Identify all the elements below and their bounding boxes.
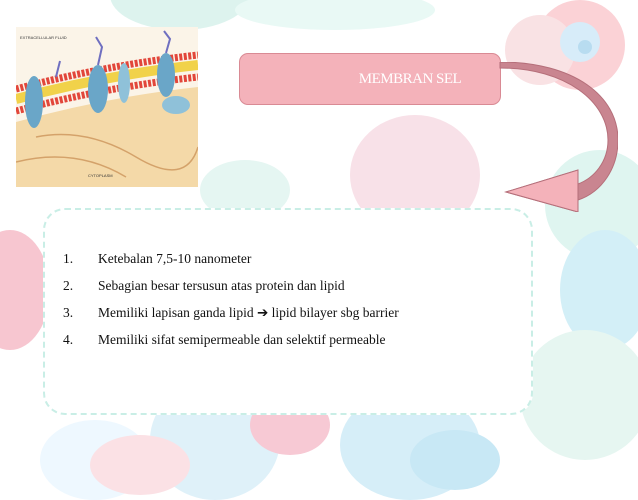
point-list	[63, 250, 399, 358]
cell-membrane-diagram	[16, 27, 198, 187]
item-number: 1.	[63, 251, 74, 266]
item-text: Ketebalan 7,5-10 nanometer	[98, 251, 252, 266]
list-item	[63, 331, 399, 358]
list-item	[63, 250, 399, 277]
title-box	[239, 53, 501, 105]
item-number: 2.	[63, 278, 74, 293]
list-item	[63, 304, 399, 331]
item-text: Memiliki sifat semipermeable dan selektif permeable	[98, 332, 386, 347]
curved-arrow-icon	[496, 62, 618, 212]
item-number: 3.	[63, 305, 74, 320]
slide-title: MEMBRAN SEL	[358, 70, 462, 87]
item-text: Memiliki lapisan ganda lipid ➔ lipid bilayer sbg barrier	[98, 305, 399, 320]
list-item	[63, 277, 399, 304]
membrane-illustration	[16, 27, 198, 187]
diagram-label-cytoplasm: CYTOPLASM	[88, 173, 113, 178]
diagram-label-extracellular: EXTRACELLULAR FLUID	[20, 35, 67, 40]
item-number: 4.	[63, 332, 74, 347]
content-box	[43, 208, 533, 415]
item-text: Sebagian besar tersusun atas protein dan lipid	[98, 278, 345, 293]
